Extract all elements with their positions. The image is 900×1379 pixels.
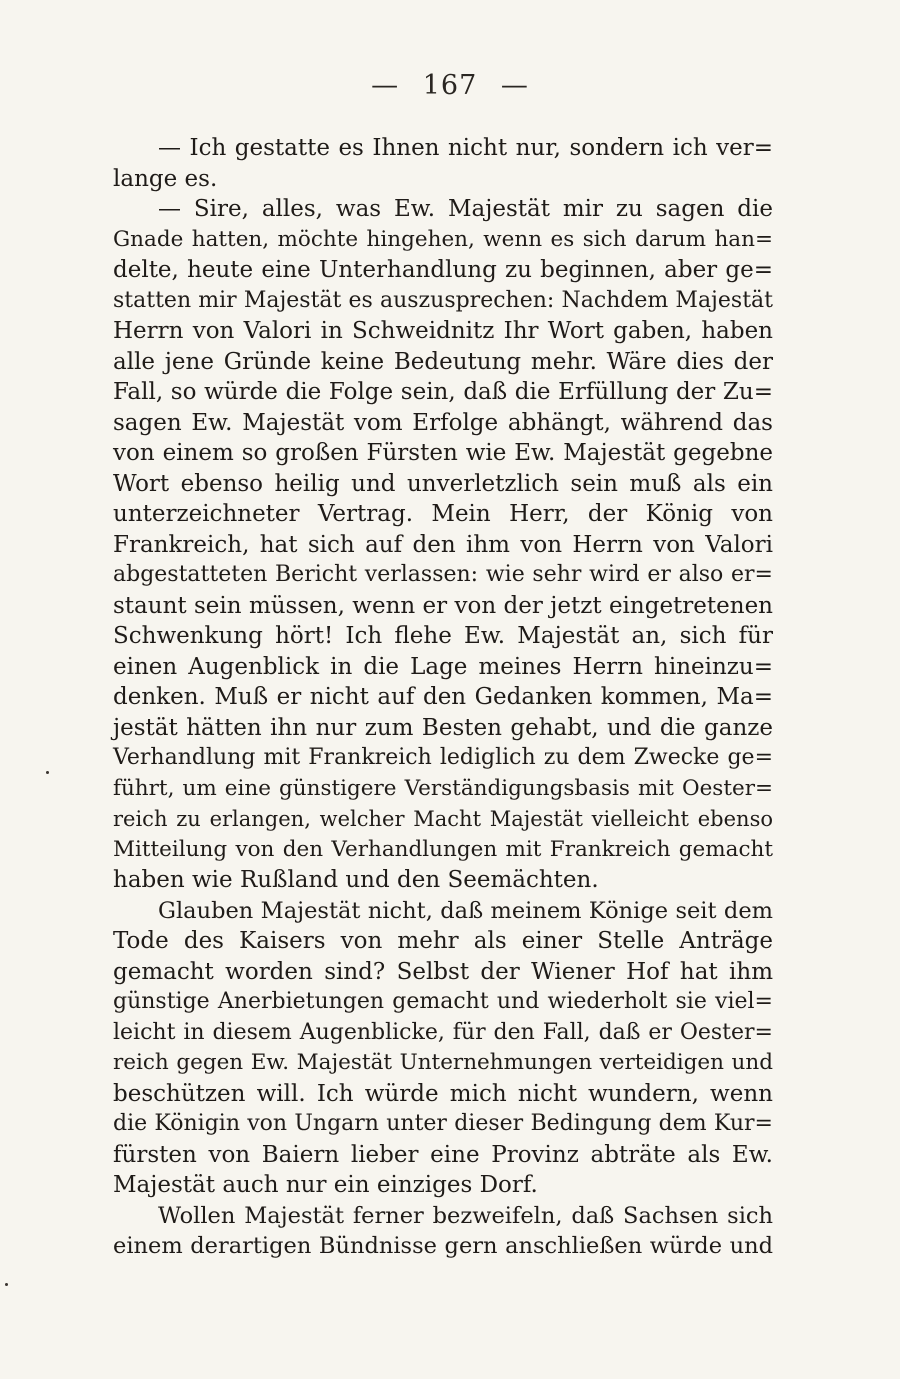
text-line: Herrn von Valori in Schweidnitz Ihr Wort gaben, haben — [113, 318, 773, 344]
text-line: unterzeichneter Vertrag. Mein Herr, der König von — [113, 501, 773, 527]
text-line: gemacht worden sind? Selbst der Wiener Hof hat ihm — [113, 958, 773, 985]
page-number: — 167 — — [371, 70, 529, 101]
text-line: beschützen will. Ich würde mich nicht wundern, wenn — [113, 1080, 773, 1107]
text-line: Verhandlung mit Frankreich lediglich zu dem Zwecke ge= — [113, 745, 773, 770]
text-line: einen Augenblick in die Lage meines Herrn hineinzu= — [113, 653, 773, 680]
text-line: haben wie Rußland und den Seemächten. — [113, 867, 599, 893]
text-line: Glauben Majestät nicht, daß meinem Könige seit dem — [158, 897, 773, 924]
text-line: von einem so großen Fürsten wie Ew. Majestät gegebne — [113, 440, 773, 466]
paper-speck — [46, 771, 49, 774]
text-line: Schwenkung hört! Ich flehe Ew. Majestät an, sich für — [113, 623, 773, 649]
text-line: — Sire, alles, was Ew. Majestät mir zu sagen die — [158, 196, 773, 222]
text-line: leicht in diesem Augenblicke, für den Fall, daß er Oester= — [113, 1019, 773, 1045]
text-line: reich zu erlangen, welcher Macht Majestät vielleicht ebenso — [113, 807, 773, 831]
text-line: jestät hätten ihn nur zum Besten gehabt, und die ganze — [113, 714, 773, 741]
text-line: Tode des Kaisers von mehr als einer Stelle Anträge — [113, 928, 773, 954]
text-line: sagen Ew. Majestät vom Erfolge abhängt, während das — [113, 409, 773, 436]
text-line: abgestatteten Bericht verlassen: wie sehr wird er also er= — [113, 562, 773, 587]
text-line: Mitteilung von den Verhandlungen mit Frankreich gemacht — [113, 836, 773, 862]
text-line: Frankreich, hat sich auf den ihm von Herrn von Valori — [113, 531, 773, 558]
body-text — [113, 133, 773, 1262]
text-line: einem derartigen Bündnisse gern anschließen würde und — [113, 1233, 773, 1259]
text-line: führt, um eine günstigere Verständigungsbasis mit Oester= — [113, 775, 773, 801]
text-line: günstige Anerbietungen gemacht und wiederholt sie viel= — [113, 989, 773, 1014]
text-line: Wort ebenso heilig und unverletzlich sein muß als ein — [113, 470, 773, 497]
text-line: Gnade hatten, möchte hingehen, wenn es sich darum han= — [113, 226, 773, 252]
text-line: Majestät auch nur ein einziges Dorf. — [113, 1172, 538, 1198]
text-line: fürsten von Baiern lieber eine Provinz abträte als Ew. — [113, 1141, 773, 1168]
text-line: alle jene Gründe keine Bedeutung mehr. Wäre dies der — [113, 348, 773, 375]
text-line: reich gegen Ew. Majestät Unternehmungen verteidigen und — [113, 1050, 773, 1075]
text-line: — Ich gestatte es Ihnen nicht nur, sondern ich ver= — [158, 135, 773, 161]
text-line: denken. Muß er nicht auf den Gedanken kommen, Ma= — [113, 684, 773, 710]
paper-speck — [5, 1283, 8, 1286]
text-line: statten mir Majestät es auszusprechen: Nachdem Majestät — [113, 287, 773, 313]
text-line: lange es. — [113, 165, 218, 192]
text-line: delte, heute eine Unterhandlung zu beginnen, aber ge= — [113, 257, 773, 283]
text-line: Fall, so würde die Folge sein, daß die Erfüllung der Zu= — [113, 379, 773, 405]
text-line: staunt sein müssen, wenn er von der jetzt eingetretenen — [113, 592, 773, 619]
text-line: die Königin von Ungarn unter dieser Bedingung dem Kur= — [113, 1111, 773, 1136]
text-line: Wollen Majestät ferner bezweifeln, daß Sachsen sich — [158, 1202, 773, 1229]
